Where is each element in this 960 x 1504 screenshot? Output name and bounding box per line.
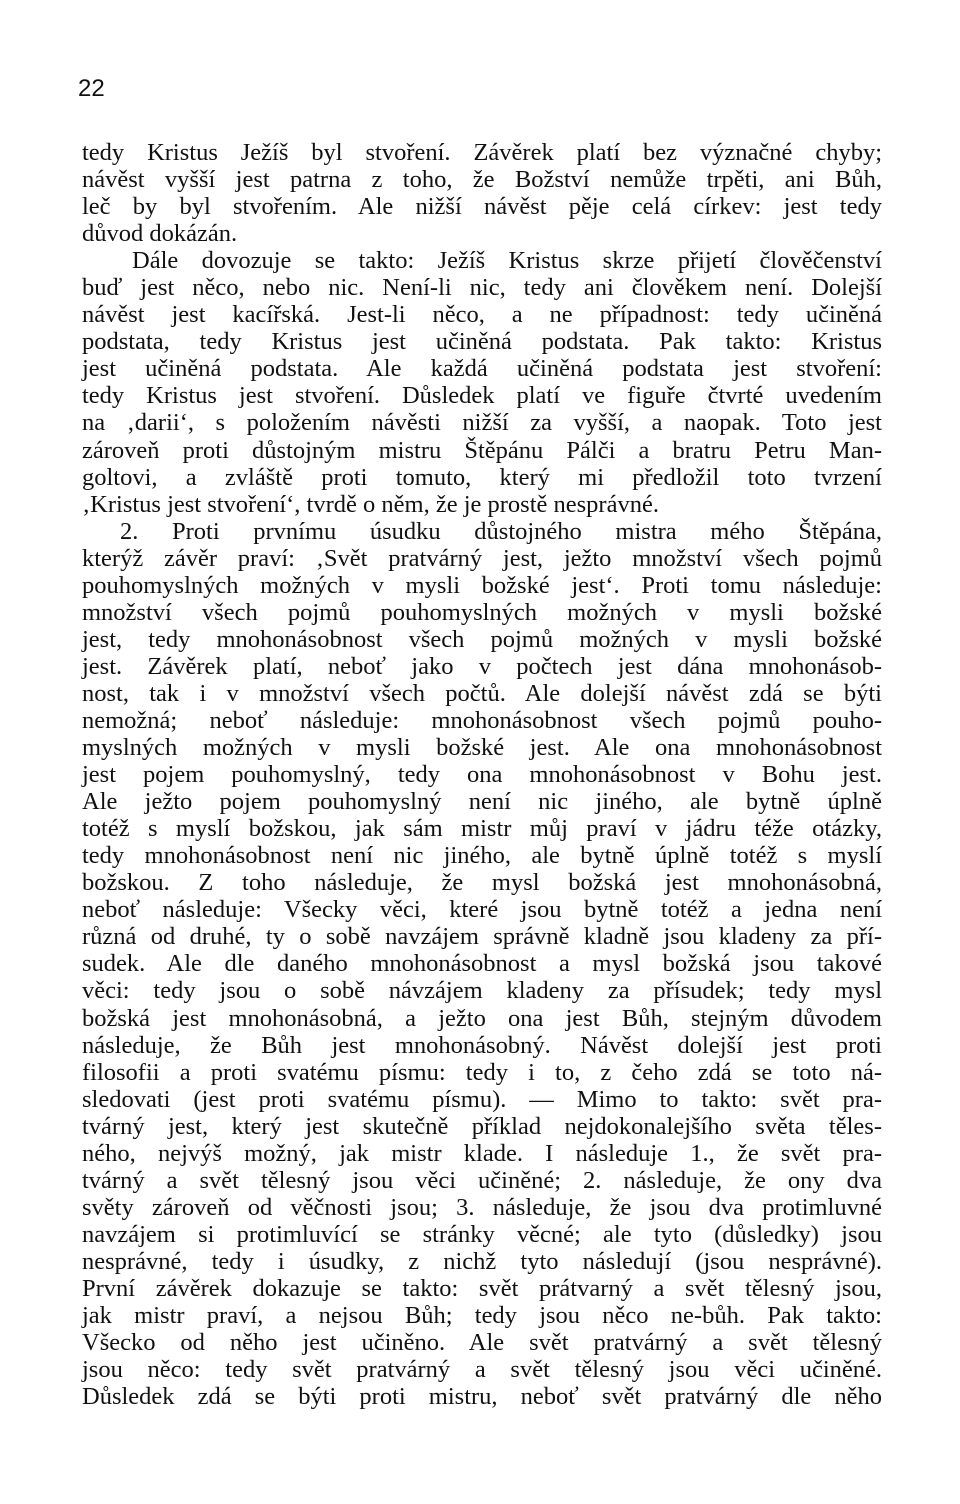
- text-line: První závěrek dokazuje se takto: svět prátvarný a svět tělesný jsou,: [82, 1274, 882, 1302]
- text-line: pouhomyslných možných v mysli božské jest‘. Proti tomu následuje:: [82, 571, 882, 599]
- text-line: tedy Kristus Ježíš byl stvoření. Závěrek platí bez význačné chyby;: [82, 139, 882, 166]
- text-line: jest. Závěrek platí, neboť jako v počtech jest dána mnohonásob-: [82, 652, 882, 680]
- text-line: množství všech pojmů pouhomyslných možných v mysli božské: [82, 598, 882, 626]
- body-text: [82, 139, 882, 1410]
- text-line: navzájem si protimluvící se stránky věcné; ale tyto (důsledky) jsou: [82, 1220, 882, 1248]
- text-line: totéž s myslí božskou, jak sám mistr můj praví v jádru téže otázky,: [82, 815, 882, 843]
- text-line: nesprávné, tedy i úsudky, z nichž tyto následují (jsou nesprávné).: [82, 1247, 882, 1275]
- text-line: Všecko od něho jest učiněno. Ale svět pratvárný a svět tělesný: [82, 1329, 882, 1357]
- text-line: návěst vyšší jest patrna z toho, že Božství nemůže trpěti, ani Bůh,: [82, 166, 882, 194]
- text-line: sudek. Ale dle daného mnohonásobnost a mysl božská jsou takové: [82, 950, 882, 978]
- text-line: božskou. Z toho následuje, že mysl božská jest mnohonásobná,: [82, 869, 882, 897]
- text-line: 2. Proti prvnímu úsudku důstojného mistra mého Štěpána,: [120, 517, 882, 545]
- text-line: světy zároveň od věčnosti jsou; 3. následuje, že jsou dva protimluvné: [82, 1193, 882, 1221]
- text-line: jest, tedy mnohonásobnost všech pojmů možných v mysli božské: [82, 625, 882, 653]
- text-line: následuje, že Bůh jest mnohonásobný. Návěst dolejší jest proti: [82, 1031, 882, 1059]
- text-line: jak mistr praví, a nejsou Bůh; tedy jsou něco ne-bůh. Pak takto:: [82, 1302, 882, 1330]
- text-line: goltovi, a zvláště proti tomuto, který mi předložil toto tvrzení: [82, 463, 882, 491]
- text-line: Dále dovozuje se takto: Ježíš Kristus skrze přijetí člověčenství: [132, 247, 882, 275]
- text-line: jsou něco: tedy svět pratvárný a svět tělesný jsou věci učiněné.: [82, 1356, 882, 1384]
- text-line: zároveň proti důstojným mistru Štěpánu Pálči a bratru Petru Man-: [82, 436, 882, 464]
- text-line: myslných možných v mysli božské jest. Ale ona mnohonásobnost: [82, 734, 882, 762]
- text-line: neboť následuje: Všecky věci, které jsou bytně totéž a jedna není: [82, 896, 882, 924]
- text-line: jest pojem pouhomyslný, tedy ona mnohonásobnost v Bohu jest.: [82, 761, 882, 789]
- text-line: ‚Kristus jest stvoření‘, tvrdě o něm, že je prostě nesprávné.: [82, 490, 659, 518]
- text-line: nost, tak i v množství všech počtů. Ale dolejší návěst zdá se býti: [82, 679, 882, 707]
- text-line: buď jest něco, nebo nic. Není-li nic, tedy ani člověkem není. Dolejší: [82, 274, 882, 302]
- text-line: různá od druhé, ty o sobě navzájem správně kladně jsou kladeny za pří-: [82, 923, 882, 951]
- text-line: tedy mnohonásobnost není nic jiného, ale bytně úplně totéž s myslí: [82, 842, 882, 870]
- text-line: Ale ježto pojem pouhomyslný není nic jiného, ale bytně úplně: [82, 788, 882, 816]
- text-line: důvod dokázán.: [82, 220, 238, 248]
- text-line: sledovati (jest proti svatému písmu). — Mimo to takto: svět pra-: [82, 1085, 882, 1113]
- text-line: návěst jest kacířská. Jest-li něco, a ne případnost: tedy učiněná: [82, 301, 882, 329]
- text-line: na ‚darii‘, s položením návěsti nižší za vyšší, a naopak. Toto jest: [82, 409, 882, 437]
- text-line: Důsledek zdá se býti proti mistru, neboť svět pratvárný dle něho: [82, 1383, 882, 1411]
- page-number: 22: [78, 75, 105, 102]
- text-line: ného, nejvýš možný, jak mistr klade. I následuje 1., že svět pra-: [82, 1139, 882, 1167]
- text-line: nemožná; neboť následuje: mnohonásobnost všech pojmů pouho-: [82, 706, 882, 734]
- text-line: tvárný a svět tělesný jsou věci učiněné; 2. následuje, že ony dva: [82, 1166, 882, 1194]
- text-line: božská jest mnohonásobná, a ježto ona jest Bůh, stejným důvodem: [82, 1004, 882, 1032]
- text-line: kterýž závěr praví: ‚Svět pratvárný jest, ježto množství všech pojmů: [82, 544, 882, 572]
- text-line: tedy Kristus jest stvoření. Důsledek platí ve figuře čtvrté uvedením: [82, 382, 882, 410]
- text-line: podstata, tedy Kristus jest učiněná podstata. Pak takto: Kristus: [82, 328, 882, 356]
- text-line: tvárný jest, který jest skutečně příklad nejdokonalejšího světa těles-: [82, 1112, 882, 1140]
- text-line: věci: tedy jsou o sobě návzájem kladeny za přísudek; tedy mysl: [82, 977, 882, 1005]
- text-line: leč by byl stvořením. Ale nižší návěst pěje celá církev: jest tedy: [82, 193, 882, 221]
- text-line: jest učiněná podstata. Ale každá učiněná podstata jest stvoření:: [82, 355, 882, 383]
- text-line: filosofii a proti svatému písmu: tedy i to, z čeho zdá se toto ná-: [82, 1058, 882, 1086]
